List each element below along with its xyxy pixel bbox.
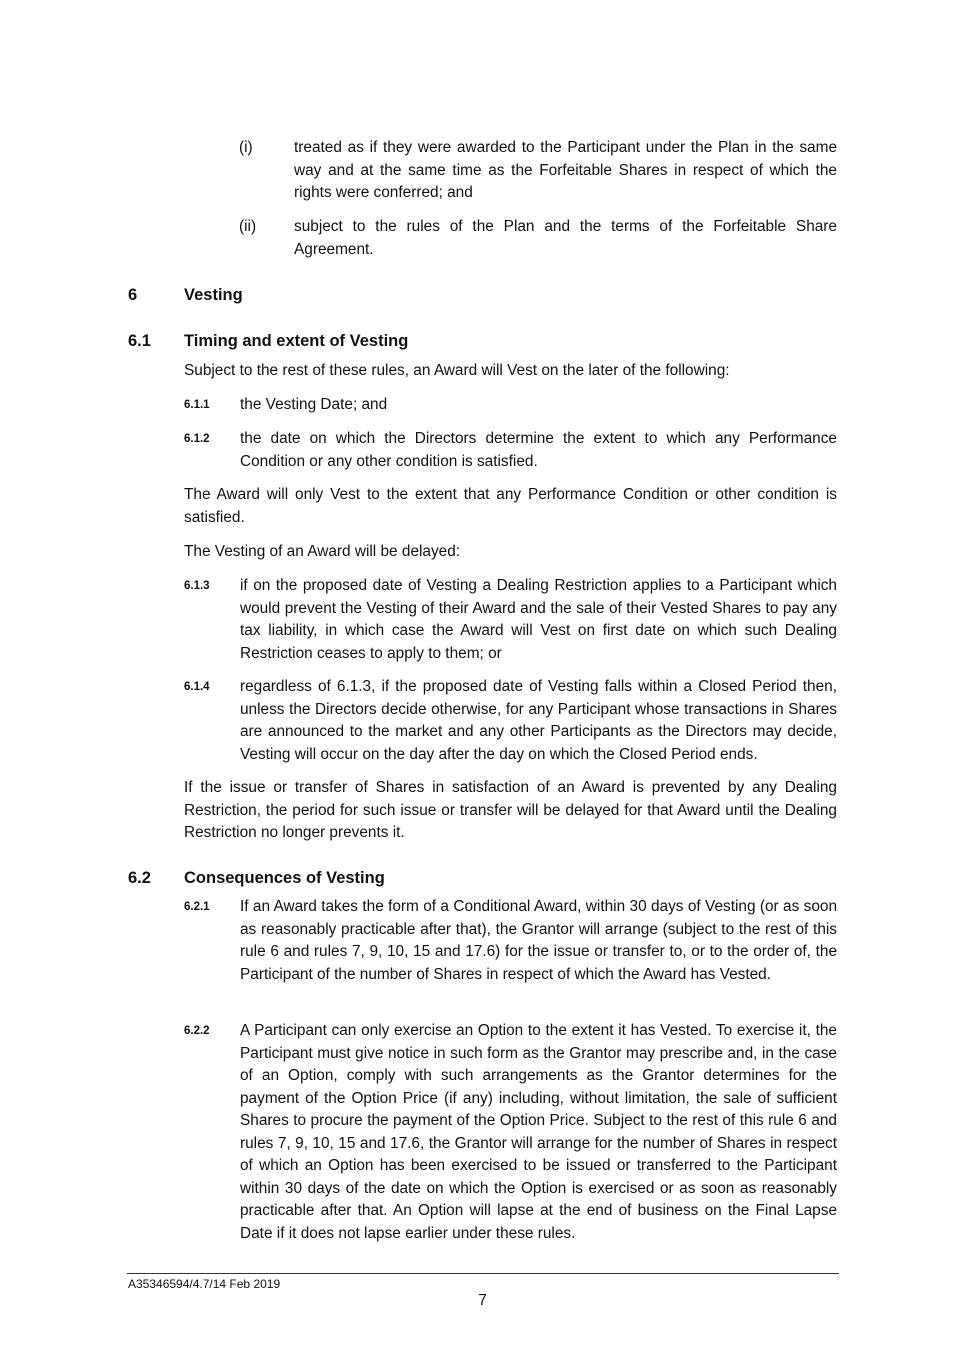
section-title: Vesting [184,286,243,304]
paragraph: The Vesting of an Award will be delayed: [184,543,461,560]
clause-number: 6.1.1 [184,399,210,411]
list-item-label: (i) [239,139,253,156]
paragraph: If the issue or transfer of Shares in satisfaction of an Award is prevented by any Dealing Restriction, the period for such issue or transfer will be delayed for that Award until the Dealing Restriction no longer prevents it. [184,779,837,841]
subsection-number: 6.2 [128,869,151,887]
page-number: 7 [478,1292,487,1309]
list-item-label: (ii) [239,218,257,235]
footer-divider [127,1273,839,1274]
clause-number: 6.2.1 [184,901,210,913]
paragraph: The Award will only Vest to the extent that any Performance Condition or other condition is satisfied. [184,486,837,526]
clause-text: if on the proposed date of Vesting a Dealing Restriction applies to a Participant which would prevent the Vesting of their Award and the sale of their Vested Shares to pay any tax liability, in which case the Award will Vest on first date on which such Dealing Restriction ceases to apply to them; or [240,577,837,662]
list-item-text: subject to the rules of the Plan and the terms of the Forfeitable Share Agreement. [294,218,837,258]
list-item-text: treated as if they were awarded to the Participant under the Plan in the same way and at the same time as the Forfeitable Shares in respect of which the rights were conferred; and [294,139,837,201]
clause-text: the date on which the Directors determine the extent to which any Performance Condition or any other condition is satisfied. [240,430,837,470]
clause-text: the Vesting Date; and [240,396,388,413]
clause-text: regardless of 6.1.3, if the proposed date of Vesting falls within a Closed Period then, unless the Directors decide otherwise, for any Participant whose transactions in Shares are announced to the market and any other Participants as the Directors may decide, Vesting will occur on the day after the day on which the Closed Period ends. [240,678,837,763]
subsection-title: Consequences of Vesting [184,869,385,887]
clause-number: 6.1.3 [184,580,210,592]
subsection-number: 6.1 [128,332,151,350]
subsection-title: Timing and extent of Vesting [184,332,409,350]
clause-text: A Participant can only exercise an Option to the extent it has Vested. To exercise it, the Participant must give notice in such form as the Grantor may prescribe and, in the case of an Option, comply with such arrangements as the Grantor determines for the payment of the Option Price (if any) including, without limitation, the sale of sufficient Shares to procure the payment of the Option Price. Subject to the rest of this rule 6 and rules 7, 9, 10, 15 and 17.6, the Grantor will arrange for the number of Shares in respect of which an Option has been exercised to be issued or transferred to the Participant within 30 days of the date on which the Option is exercised or as soon as reasonably practicable after that. An Option will lapse at the end of business on the Final Lapse Date if it does not lapse earlier under these rules. [240,1022,837,1242]
paragraph: Subject to the rest of these rules, an Award will Vest on the later of the following: [184,362,730,379]
clause-number: 6.1.4 [184,681,210,693]
clause-number: 6.2.2 [184,1025,210,1037]
clause-text: If an Award takes the form of a Conditional Award, within 30 days of Vesting (or as soon as reasonably practicable after that), the Grantor will arrange (subject to the rest of this rule 6 and rules 7, 9, 10, 15 and 17.6) for the issue or transfer to, or to the order of, the Participant of the number of Shares in respect of which the Award has Vested. [240,898,837,983]
clause-number: 6.1.2 [184,433,210,445]
section-number: 6 [128,286,138,304]
document-reference: A35346594/4.7/14 Feb 2019 [128,1277,281,1291]
